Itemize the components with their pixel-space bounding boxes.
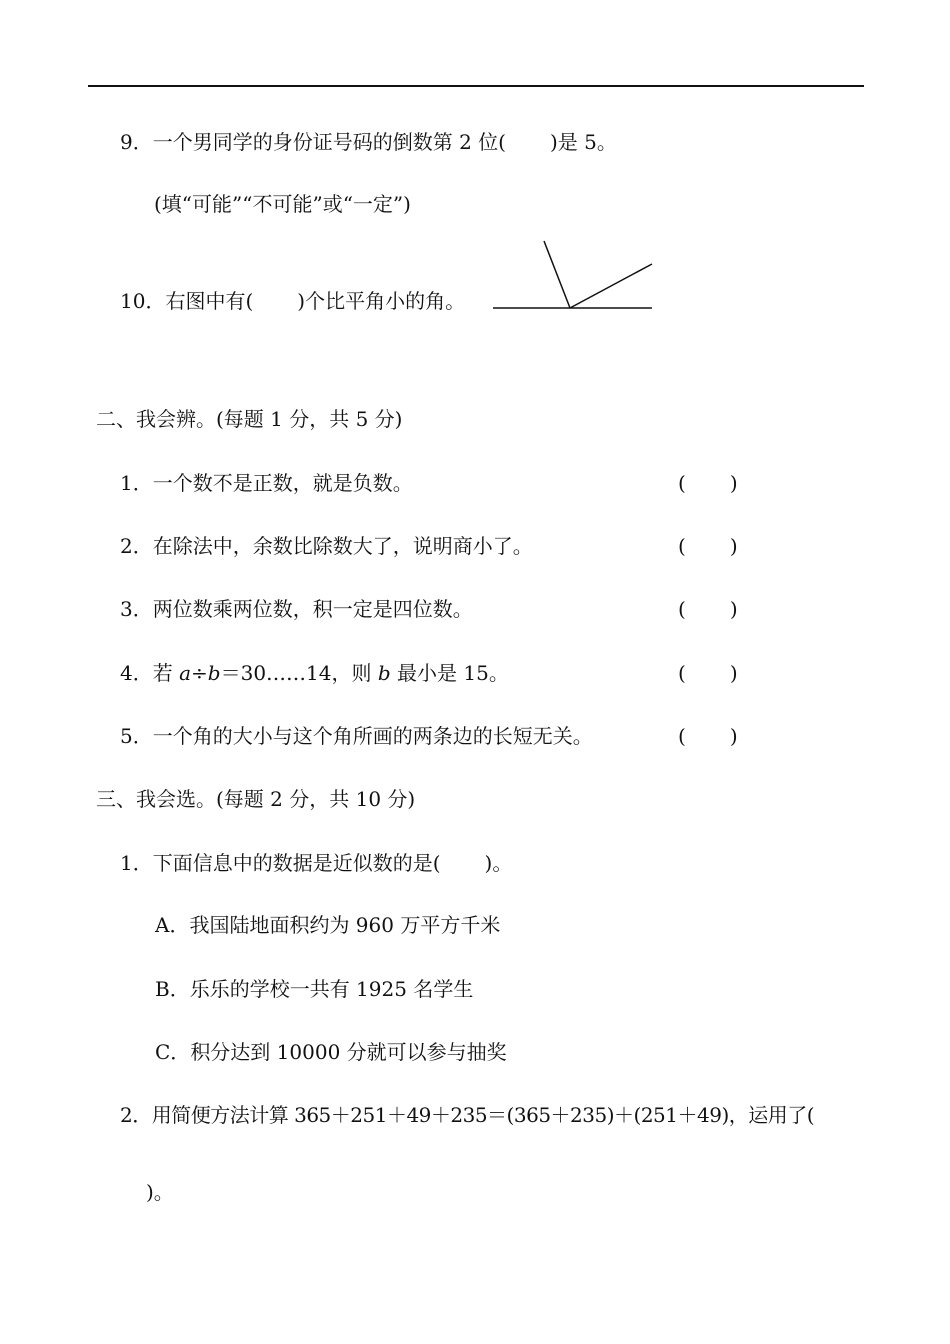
question-text-end: )。 xyxy=(484,851,513,875)
judge-answer-3[interactable]: ( ) xyxy=(678,597,738,621)
angle-ray-right xyxy=(570,264,652,308)
variable-b: b xyxy=(207,661,221,685)
choice-question-1 xyxy=(120,849,512,877)
question-text-end: )个比平角小的角。 xyxy=(297,289,466,313)
question-text: 一个男同学的身份证号码的倒数第 2 位( xyxy=(152,130,506,154)
item-number: 2． xyxy=(120,534,153,558)
choice-question-2 xyxy=(120,1101,814,1129)
judge-item-1 xyxy=(120,469,413,497)
section-2-title: 二、我会辨。(每题 1 分，共 5 分) xyxy=(96,407,403,431)
item-text: 一个角的大小与这个角所画的两条边的长短无关。 xyxy=(152,724,593,748)
header-rule xyxy=(88,85,864,87)
question-9 xyxy=(120,128,617,156)
judge-item-4: 4．若 a÷b＝30……14，则 b 最小是 15。 xyxy=(120,661,509,685)
judge-item-2 xyxy=(120,532,533,560)
question-9-hint: (填“可能”“不可能”或“一定”) xyxy=(154,192,411,216)
question-text: 用简便方法计算 365＋251＋49＋235＝(365＋235)＋(251＋49)，运用了( xyxy=(151,1103,815,1127)
judge-answer-4[interactable]: ( ) xyxy=(678,661,738,685)
item-number: 3． xyxy=(120,597,153,621)
judge-answer-2[interactable]: ( ) xyxy=(678,534,738,558)
option-b[interactable] xyxy=(155,975,473,1003)
variable-b: b xyxy=(377,661,391,685)
option-label: B． xyxy=(155,977,190,1001)
angle-ray-left xyxy=(544,241,570,308)
judge-item-5 xyxy=(120,722,593,750)
option-text: 我国陆地面积约为 960 万平方千米 xyxy=(189,913,501,937)
question-number: 10． xyxy=(120,289,166,313)
choice-question-2-cont: )。 xyxy=(146,1180,174,1204)
question-text-end: )是 5。 xyxy=(549,130,617,154)
option-text: 乐乐的学校一共有 1925 名学生 xyxy=(189,977,474,1001)
question-10 xyxy=(120,287,465,315)
judge-answer-1[interactable]: ( ) xyxy=(678,471,738,495)
section-3-title: 三、我会选。(每题 2 分，共 10 分) xyxy=(96,787,416,811)
item-text: 在除法中，余数比除数大了，说明商小了。 xyxy=(152,534,533,558)
angle-figure xyxy=(490,236,660,316)
option-label: A． xyxy=(155,913,190,937)
judge-item-3 xyxy=(120,595,473,623)
option-text: 积分达到 10000 分就可以参与抽奖 xyxy=(190,1040,507,1064)
judge-answer-5[interactable]: ( ) xyxy=(678,724,738,748)
question-number: 9． xyxy=(120,130,153,154)
question-number: 2． xyxy=(120,1103,152,1127)
option-label: C． xyxy=(155,1040,191,1064)
question-text: 右图中有( xyxy=(165,289,254,313)
question-number: 1． xyxy=(120,851,153,875)
item-number: 5． xyxy=(120,724,153,748)
item-number: 1． xyxy=(120,471,153,495)
question-text: 下面信息中的数据是近似数的是( xyxy=(152,851,441,875)
variable-a: a xyxy=(179,661,192,685)
option-c[interactable] xyxy=(155,1038,507,1066)
item-number: 4． xyxy=(120,661,153,685)
item-text: 一个数不是正数，就是负数。 xyxy=(152,471,413,495)
item-text: 两位数乘两位数，积一定是四位数。 xyxy=(152,597,473,621)
option-a[interactable] xyxy=(155,911,500,939)
